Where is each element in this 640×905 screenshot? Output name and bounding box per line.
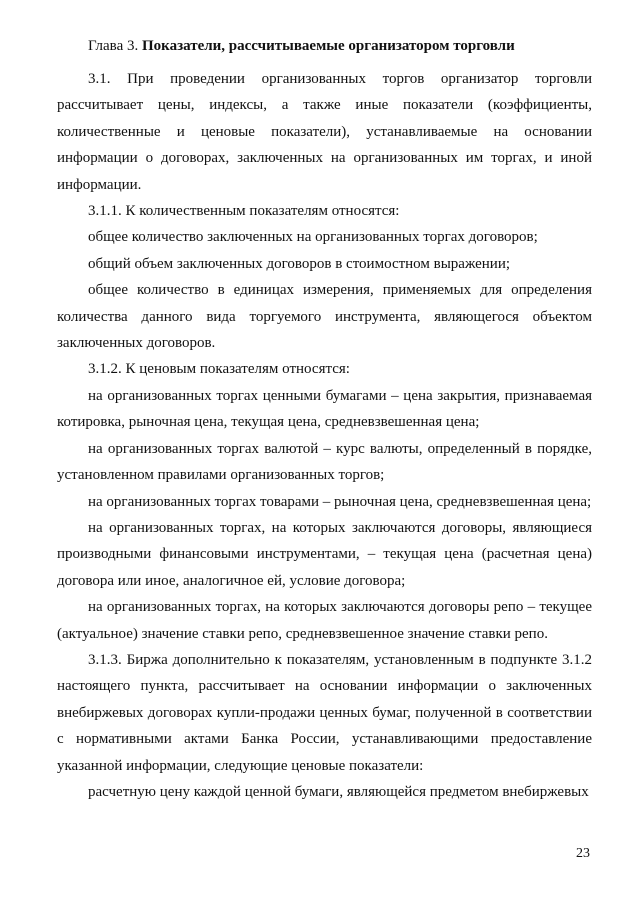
paragraph-total-units: общее количество в единицах измерения, применяемых для определения количества данного вида торгуемого инструмента, являющегося объектом заключенных договоров. [57, 282, 592, 352]
paragraph-3-1-2: 3.1.2. К ценовым показателям относятся: [88, 361, 350, 378]
paragraph-total-count: общее количество заключенных на организованных торгах договоров; [88, 229, 538, 246]
chapter-prefix: Глава 3. [88, 38, 142, 54]
chapter-heading [57, 36, 592, 56]
paragraph-3-1-3: 3.1.3. Биржа дополнительно к показателям, установленным в подпункте 3.1.2 настоящего пункта, рассчитывает на основании информации о заключенных внебиржевых договорах купли-продажи ценных бумаг, полученной в соответствии с нормативными актами Банка России, устанавливающими предоставление указанной информации, следующие ценовые показатели: [57, 651, 592, 774]
paragraph-repo: на организованных торгах, на которых заключаются договоры репо – текущее (актуальное) значение ставки репо, средневзвешенное значение ставки репо. [57, 599, 592, 642]
page-number: 23 [576, 846, 590, 861]
paragraph-derivatives: на организованных торгах, на которых заключаются договоры, являющиеся производными финансовыми инструментами, – текущая цена (расчетная цена) договора или иное, аналогичное ей, условие договора; [57, 519, 592, 589]
paragraph-total-volume: общий объем заключенных договоров в стоимостном выражении; [88, 255, 511, 272]
paragraph-3-1-1: 3.1.1. К количественным показателям относятся: [88, 203, 400, 220]
paragraph-securities: на организованных торгах ценными бумагами – цена закрытия, признаваемая котировка, рыночная цена, текущая цена, средневзвешенная цена; [57, 387, 592, 431]
chapter-title: Показатели, рассчитываемые организатором торговли [141, 38, 515, 54]
paragraph-commodities: на организованных торгах товарами – рыночная цена, средневзвешенная цена; [88, 493, 592, 510]
paragraph-settlement-price: расчетную цену каждой ценной бумаги, являющейся предметом внебиржевых [88, 783, 589, 800]
document-page [57, 36, 592, 805]
paragraph-currency: на организованных торгах валютой – курс валюты, определенный в порядке, установленном правилами организованных торгов; [57, 440, 592, 484]
paragraph-3-1: 3.1. При проведении организованных торгов организатор торговли рассчитывает цены, индексы, а также иные показатели (коэффициенты, количественные и ценовые показатели), устанавливаемые на основании информации о договорах, заключенных на организованных им торгах, и иной информации. [57, 71, 592, 193]
